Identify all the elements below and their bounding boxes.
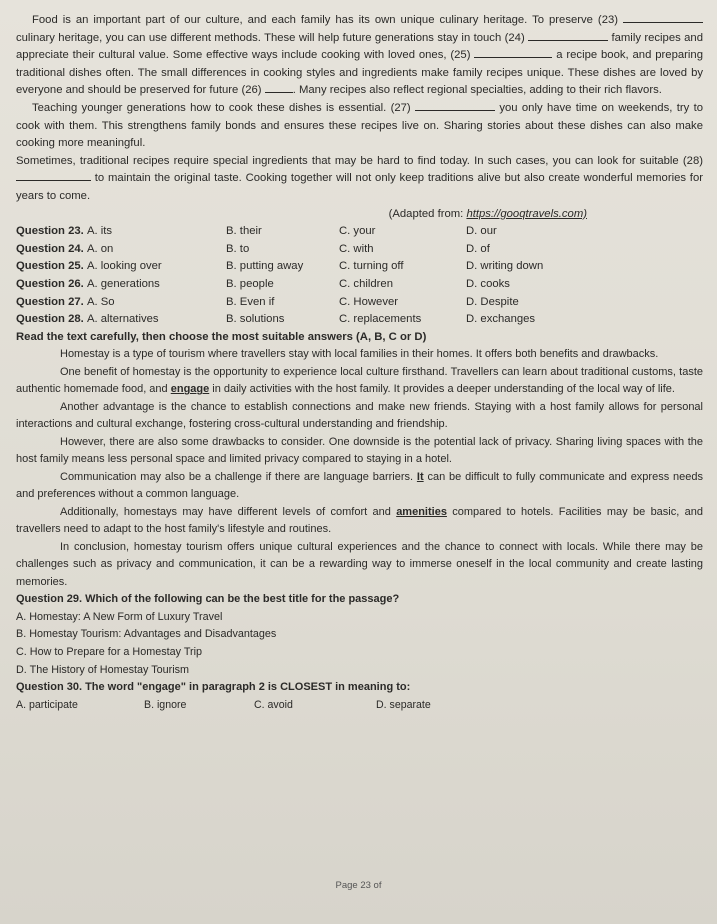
text-run: Teaching younger generations how to cook these dishes is essential. (27) bbox=[32, 101, 416, 114]
cloze-paragraph-3 bbox=[16, 153, 703, 206]
option-d[interactable]: D. our bbox=[466, 225, 497, 238]
option-b[interactable]: B. people bbox=[226, 277, 274, 290]
question-28 bbox=[16, 311, 703, 329]
option-c[interactable]: C. replacements bbox=[339, 313, 422, 326]
option-a[interactable]: A. So bbox=[86, 295, 115, 308]
question-30-title: Question 30. The word "engage" in paragraph 2 is CLOSEST in meaning to: bbox=[16, 681, 411, 694]
q29-option-a[interactable]: A. Homestay: A New Form of Luxury Travel bbox=[16, 610, 223, 623]
text-run: can be difficult to fully communicate and express needs and preferences without a common language. bbox=[16, 470, 703, 501]
option-a[interactable]: A. its bbox=[86, 225, 113, 238]
option-a[interactable]: A. on bbox=[86, 242, 114, 255]
question-30 bbox=[16, 679, 703, 714]
question-label: Question 23. A. its bbox=[16, 225, 113, 238]
text-run: One benefit of homestay is the opportunity to experience local culture firsthand. Travellers can learn about traditional customs, taste authentic homemade food, and bbox=[16, 365, 703, 396]
q30-option-d[interactable]: D. separate bbox=[376, 698, 431, 711]
reading-passage bbox=[16, 346, 703, 591]
blank-28 bbox=[16, 170, 91, 181]
question-29 bbox=[16, 591, 703, 679]
option-c[interactable]: C. However bbox=[339, 295, 399, 308]
option-c[interactable]: C. turning off bbox=[339, 260, 404, 273]
question-27 bbox=[16, 294, 703, 312]
option-a[interactable]: A. generations bbox=[86, 277, 160, 290]
source-link[interactable]: https://gooqtravels.com) bbox=[466, 207, 587, 220]
question-24 bbox=[16, 241, 703, 259]
option-d[interactable]: D. Despite bbox=[466, 295, 519, 308]
text-run: a recipe book, and preparing traditional dishes often. The small differences in cooking styles and ingredients make family recipes unique. These dishes are loved by everyone and should be preserved for future (26) bbox=[16, 49, 703, 97]
reading-paragraph-4: However, there are also some drawbacks to consider. One downside is the potential lack of privacy. Sharing living spaces with the host family means less personal space and limited privacy compared to staying in a hotel. bbox=[16, 435, 703, 466]
reading-paragraph-1: Homestay is a type of tourism where travellers stay with local families in their homes. It offers both benefits and drawbacks. bbox=[60, 348, 659, 361]
option-d[interactable]: D. of bbox=[466, 242, 490, 255]
cloze-passage bbox=[16, 12, 703, 223]
question-list bbox=[16, 223, 703, 329]
option-b[interactable]: B. to bbox=[226, 242, 250, 255]
question-label: Question 25. A. looking over bbox=[16, 260, 162, 273]
q30-option-b[interactable]: B. ignore bbox=[144, 698, 187, 711]
text-run: Additionally, homestays may have different levels of comfort and bbox=[60, 505, 397, 518]
cloze-paragraph-1 bbox=[16, 12, 703, 100]
option-b[interactable]: B. Even if bbox=[226, 295, 275, 308]
text-run: in daily activities with the host family. It provides a deeper understanding of the local way of life. bbox=[209, 383, 675, 396]
text-run: you only have time on weekends, try to cook with them. This strengthens family bonds and ensures these recipes live on. Sharing stories about these dishes can also make cooking more meaningful. bbox=[16, 101, 703, 150]
text-run: Communication may also be a challenge if there are language barriers. bbox=[60, 470, 417, 483]
underlined-word-amenities: amenities bbox=[396, 505, 447, 518]
source-prefix: (Adapted from: bbox=[388, 207, 467, 220]
question-label: Question 26. A. generations bbox=[16, 277, 160, 290]
q29-option-c[interactable]: C. How to Prepare for a Homestay Trip bbox=[16, 646, 203, 659]
option-c[interactable]: C. children bbox=[339, 277, 393, 290]
question-23 bbox=[16, 223, 703, 241]
question-label: Question 24. A. on bbox=[16, 242, 114, 255]
question-label: Question 28. A. alternatives bbox=[16, 313, 159, 326]
question-29-title: Question 29. Which of the following can be the best title for the passage? bbox=[16, 593, 400, 606]
text-run: to maintain the original taste. Cooking together will not only keep traditions alive but also create wonderful memories for years to come. bbox=[16, 172, 703, 202]
option-a[interactable]: A. looking over bbox=[86, 260, 162, 273]
option-b[interactable]: B. putting away bbox=[226, 260, 304, 273]
option-d[interactable]: D. exchanges bbox=[466, 313, 536, 326]
section-instruction: Read the text carefully, then choose the most suitable answers (A, B, C or D) bbox=[16, 330, 427, 343]
option-a[interactable]: A. alternatives bbox=[86, 313, 159, 326]
option-d[interactable]: D. writing down bbox=[466, 260, 544, 273]
question-26 bbox=[16, 276, 703, 294]
q30-option-a[interactable]: A. participate bbox=[16, 698, 78, 711]
reading-paragraph-5 bbox=[16, 469, 703, 504]
source-citation bbox=[16, 206, 703, 224]
page-footer: Page 23 of bbox=[335, 880, 382, 891]
cloze-paragraph-2 bbox=[16, 100, 703, 153]
underlined-word-it: It bbox=[416, 470, 424, 483]
reading-paragraph-2 bbox=[16, 364, 703, 399]
option-c[interactable]: C. with bbox=[339, 242, 374, 255]
text-run: family recipes and appreciate their cultural value. Some effective ways include cooking with loved ones, (25) bbox=[16, 31, 703, 62]
q30-option-c[interactable]: C. avoid bbox=[254, 698, 293, 711]
q29-option-d[interactable]: D. The History of Homestay Tourism bbox=[16, 663, 190, 676]
q30-options bbox=[16, 697, 703, 715]
text-run: compared to hotels. Facilities may be basic, and travellers need to adapt to the host family's lifestyle and routines. bbox=[16, 505, 703, 536]
underlined-word-engage: engage bbox=[170, 383, 210, 396]
blank-24 bbox=[528, 30, 608, 41]
blank-23 bbox=[623, 12, 703, 23]
text-run: culinary heritage, you can use different methods. These will help future generations stay in touch (24) bbox=[16, 31, 529, 44]
option-b[interactable]: B. their bbox=[226, 225, 262, 238]
question-25 bbox=[16, 258, 703, 276]
option-d[interactable]: D. cooks bbox=[466, 277, 510, 290]
blank-26 bbox=[265, 82, 293, 93]
option-c[interactable]: C. your bbox=[339, 225, 376, 238]
text-run: Sometimes, traditional recipes require special ingredients that may be hard to find today. In such cases, you can look for suitable (28) bbox=[16, 154, 703, 167]
text-run: . Many recipes also reflect regional specialties, adding to their rich flavors. bbox=[292, 84, 662, 97]
reading-paragraph-7: In conclusion, homestay tourism offers unique cultural experiences and the chance to connect with locals. While there may be challenges such as privacy and communication, it can be a rewarding way to immerse oneself in the local community and create lasting memories. bbox=[16, 540, 703, 588]
reading-paragraph-3: Another advantage is the chance to establish connections and make new friends. Staying with a host family allows for personal interactions and cultural exchange, fostering cross-cultural understanding and friendship. bbox=[16, 400, 703, 431]
text-run: Food is an important part of our culture, and each family has its own unique culinary heritage. To preserve (23) bbox=[32, 14, 623, 26]
blank-27 bbox=[415, 100, 495, 111]
option-b[interactable]: B. solutions bbox=[226, 313, 285, 326]
q29-option-b[interactable]: B. Homestay Tourism: Advantages and Disadvantages bbox=[16, 628, 277, 641]
reading-paragraph-6 bbox=[16, 504, 703, 539]
blank-25 bbox=[474, 47, 552, 58]
question-label: Question 27. A. So bbox=[16, 295, 115, 308]
